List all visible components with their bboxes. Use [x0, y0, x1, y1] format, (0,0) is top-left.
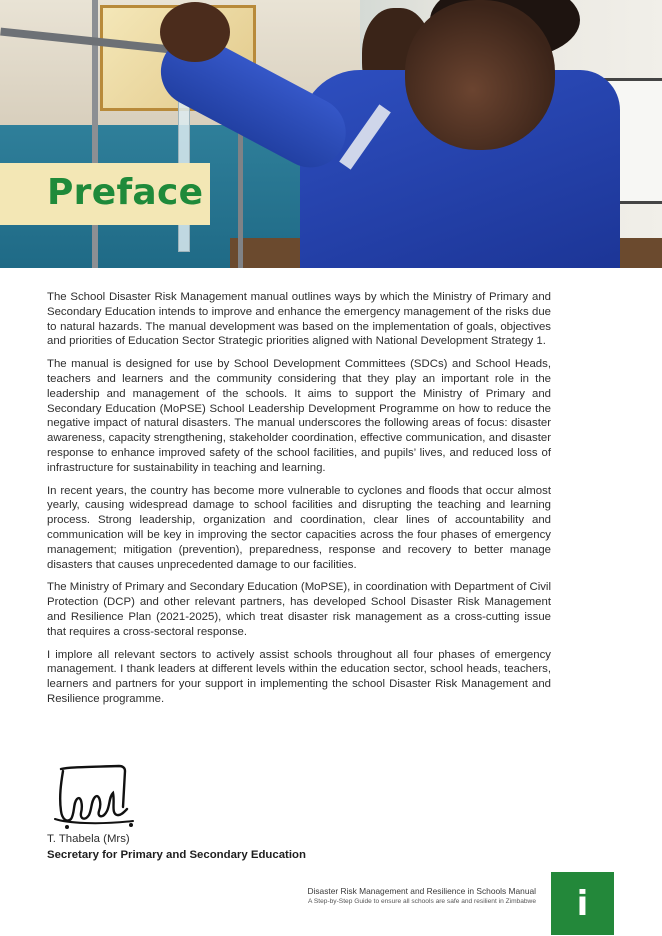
paragraph: The manual is designed for use by School Development Committees (SDCs) and School Heads, teachers and learners and the community considering that they play an important role in the leadership and management of the schools. It aims to support the Ministry of Primary and Secondary Education (MoPSE) School Leadership Development Programme on how to reduce the negative impact of natural disasters. The manual underscores the following areas of focus: disaster awareness, capacity strengthening, stakeholder coordination, effective communication, and disaster response to enhance improved safety of the school facilities, and pupils’ lives, and reduced loss of infrastructure for sustainability in teaching and learning. — [47, 358, 551, 474]
paragraph: I implore all relevant sectors to actively assist schools throughout all four phases of emergency management. I thank leaders at different levels within the education sector, school heads, teachers, learners and partners for your support in implementing the school Disaster Risk Management and Resilience programme. — [47, 648, 551, 705]
signature-icon — [47, 763, 142, 833]
hero-photo — [0, 0, 662, 268]
footer — [307, 886, 536, 906]
signer-name: T. Thabela (Mrs) — [47, 833, 130, 845]
paragraph: In recent years, the country has become more vulnerable to cyclones and floods that occur almost yearly, causing widespread damage to school facilities and disrupting the teaching and learning process. Strong leadership, organization and coordination, clear lines of accountability and communication will be key in improving the sector capacities across the four phases of emergency management; mitigation (prevention), preparedness, response and recovery to better manage disasters that causes unprecedented damage to our facilities. — [47, 484, 551, 571]
paragraph: The School Disaster Risk Management manual outlines ways by which the Ministry of Primary and Secondary Education intends to improve and enhance the emergency management of the risks due to natural hazards. The manual development was based on the implementation of goals, objectives and priorities of Education Sector Strategic priorities aligned with National Development Strategy 1. — [47, 291, 551, 348]
page-number-badge: i — [551, 872, 614, 935]
signer-title: Secretary for Primary and Secondary Education — [47, 849, 306, 861]
footer-title: Disaster Risk Management and Resilience in Schools Manual — [307, 886, 536, 896]
paragraph: The Ministry of Primary and Secondary Education (MoPSE), in coordination with Department of Civil Protection (DCP) and other relevant partners, has developed School Disaster Risk Management and Resilience Plan (2021-2025), which treat disaster risk management as a cross-cutting issue that requires a cross-sectoral response. — [47, 581, 551, 638]
footer-subtitle: A Step-by-Step Guide to ensure all schools are safe and resilient in Zimbabwe — [308, 898, 536, 905]
title-band — [0, 163, 210, 225]
page-title: Preface — [47, 172, 204, 213]
preface-body — [47, 290, 551, 715]
